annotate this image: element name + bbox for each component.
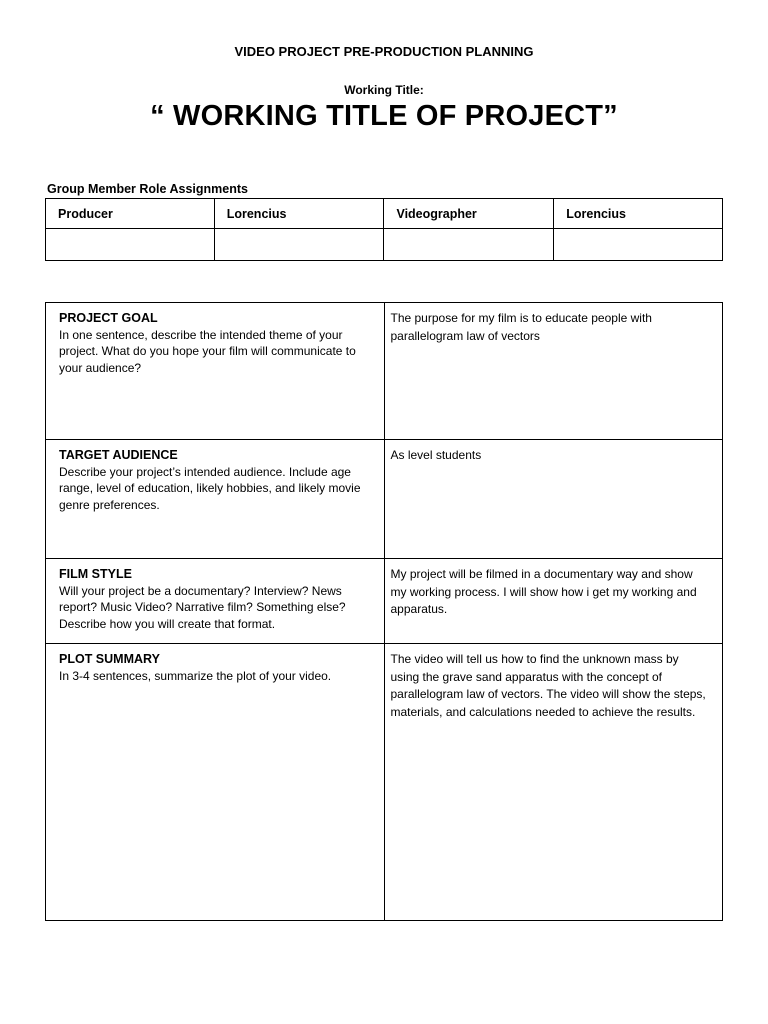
working-title-label: Working Title: (344, 83, 424, 97)
working-title-value: “ WORKING TITLE OF PROJECT” (150, 100, 618, 132)
role-cell: Producer (46, 199, 215, 229)
member-cell (554, 229, 723, 261)
planning-table (45, 302, 723, 921)
section-title: TARGET AUDIENCE (59, 448, 178, 462)
section-description: In one sentence, describe the intended theme of your project. What do you hope your film will communicate to your audience? (59, 327, 356, 375)
roles-row (46, 229, 723, 261)
section-response: As level students (384, 440, 723, 559)
role-cell (46, 229, 215, 261)
section-row-plot-summary (46, 644, 723, 921)
section-prompt (46, 559, 385, 644)
section-row-project-goal (46, 303, 723, 440)
role-cell (384, 229, 554, 261)
section-response: My project will be filmed in a documentary way and show my working process. I will show how i get my working and apparatus. (384, 559, 723, 644)
section-response: The purpose for my film is to educate people with parallelogram law of vectors (384, 303, 723, 440)
section-response: The video will tell us how to find the unknown mass by using the grave sand apparatus with the concept of parallelogram law of vectors. The video will show the steps, materials, and calculations needed to achieve the results. (384, 644, 723, 921)
role-cell: Videographer (384, 199, 554, 229)
section-prompt (46, 303, 385, 440)
section-row-target-audience (46, 440, 723, 559)
section-description: In 3-4 sentences, summarize the plot of your video. (59, 668, 332, 683)
document-title: VIDEO PROJECT PRE-PRODUCTION PLANNING (234, 44, 534, 59)
roles-caption: Group Member Role Assignments (47, 182, 248, 196)
section-description: Describe your project’s intended audience. Include age range, level of education, likely hobbies, and likely movie genre preferences. (59, 464, 361, 512)
member-cell: Lorencius (214, 199, 384, 229)
section-description: Will your project be a documentary? Interview? News report? Music Video? Narrative film? Something else? Describe how you will create that format. (59, 583, 346, 631)
section-title: FILM STYLE (59, 567, 132, 581)
section-title: PROJECT GOAL (59, 311, 158, 325)
section-row-film-style (46, 559, 723, 644)
section-prompt (46, 644, 385, 921)
member-cell (214, 229, 384, 261)
member-cell: Lorencius (554, 199, 723, 229)
section-prompt (46, 440, 385, 559)
roles-table (45, 198, 723, 261)
section-title: PLOT SUMMARY (59, 652, 160, 666)
roles-row (46, 199, 723, 229)
